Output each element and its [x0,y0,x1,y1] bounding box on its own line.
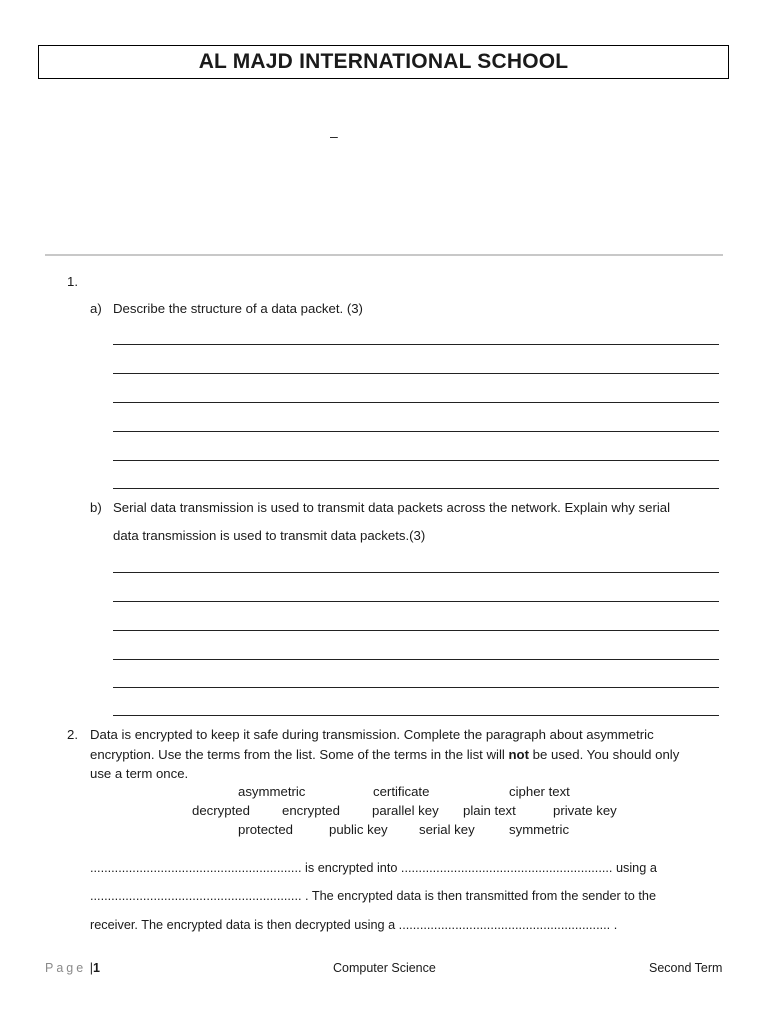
question-1a-text: Describe the structure of a data packet. (3) [113,301,363,316]
answer-line[interactable] [113,572,719,573]
answer-line[interactable] [113,460,719,461]
term-item: encrypted [282,803,340,818]
page-indicator [45,961,100,975]
term-item: protected [238,822,293,837]
q2-line2-bold: not [508,747,529,762]
question-2-text-line1: Data is encrypted to keep it safe during transmission. Complete the paragraph about asymmetric [90,727,654,742]
header-dash: – [330,128,338,144]
answer-line[interactable] [113,373,719,374]
page-label: Page [45,961,87,975]
footer-subject: Computer Science [333,961,436,975]
question-2-text-line3: use a term once. [90,766,189,781]
answer-line[interactable] [113,344,719,345]
q2-line2-pre: encryption. Use the terms from the list. Some of the terms in the list will [90,747,509,762]
term-item: parallel key [372,803,439,818]
horizontal-divider [45,254,723,256]
term-item: private key [553,803,617,818]
term-item: decrypted [192,803,250,818]
term-item: certificate [373,784,430,799]
term-item: cipher text [509,784,570,799]
page-separator: | [89,961,93,975]
answer-line[interactable] [113,431,719,432]
fill-in-paragraph-line3[interactable]: receiver. The encrypted data is then decrypted using a ............................................................ . [90,918,618,932]
fill-in-paragraph-line1[interactable]: ............................................................ is encrypted into ............................................................ using a [90,861,657,875]
school-title: AL MAJD INTERNATIONAL SCHOOL [38,45,729,79]
question-1a-label: a) [90,301,102,316]
term-item: asymmetric [238,784,306,799]
q2-line2-post: be used. You should only [529,747,680,762]
answer-line[interactable] [113,402,719,403]
answer-line[interactable] [113,601,719,602]
question-1-number: 1. [67,274,78,289]
term-item: plain text [463,803,516,818]
answer-line[interactable] [113,687,719,688]
question-1b-text-line1: Serial data transmission is used to transmit data packets across the network. Explain why serial [113,500,671,515]
footer-term: Second Term [649,961,723,975]
question-2-text-line2 [90,746,679,764]
answer-line[interactable] [113,659,719,660]
answer-line[interactable] [113,715,719,716]
answer-line[interactable] [113,488,719,489]
answer-line[interactable] [113,630,719,631]
page-number: 1 [92,961,100,975]
term-item: public key [329,822,388,837]
fill-in-paragraph-line2[interactable]: ............................................................ . The encrypted data is then transmitted from the sender to the [90,889,657,903]
term-item: serial key [419,822,475,837]
question-1b-label: b) [90,500,102,515]
question-2-number: 2. [67,727,78,742]
term-item: symmetric [509,822,570,837]
question-1b-text-line2: data transmission is used to transmit data packets.(3) [113,528,426,543]
